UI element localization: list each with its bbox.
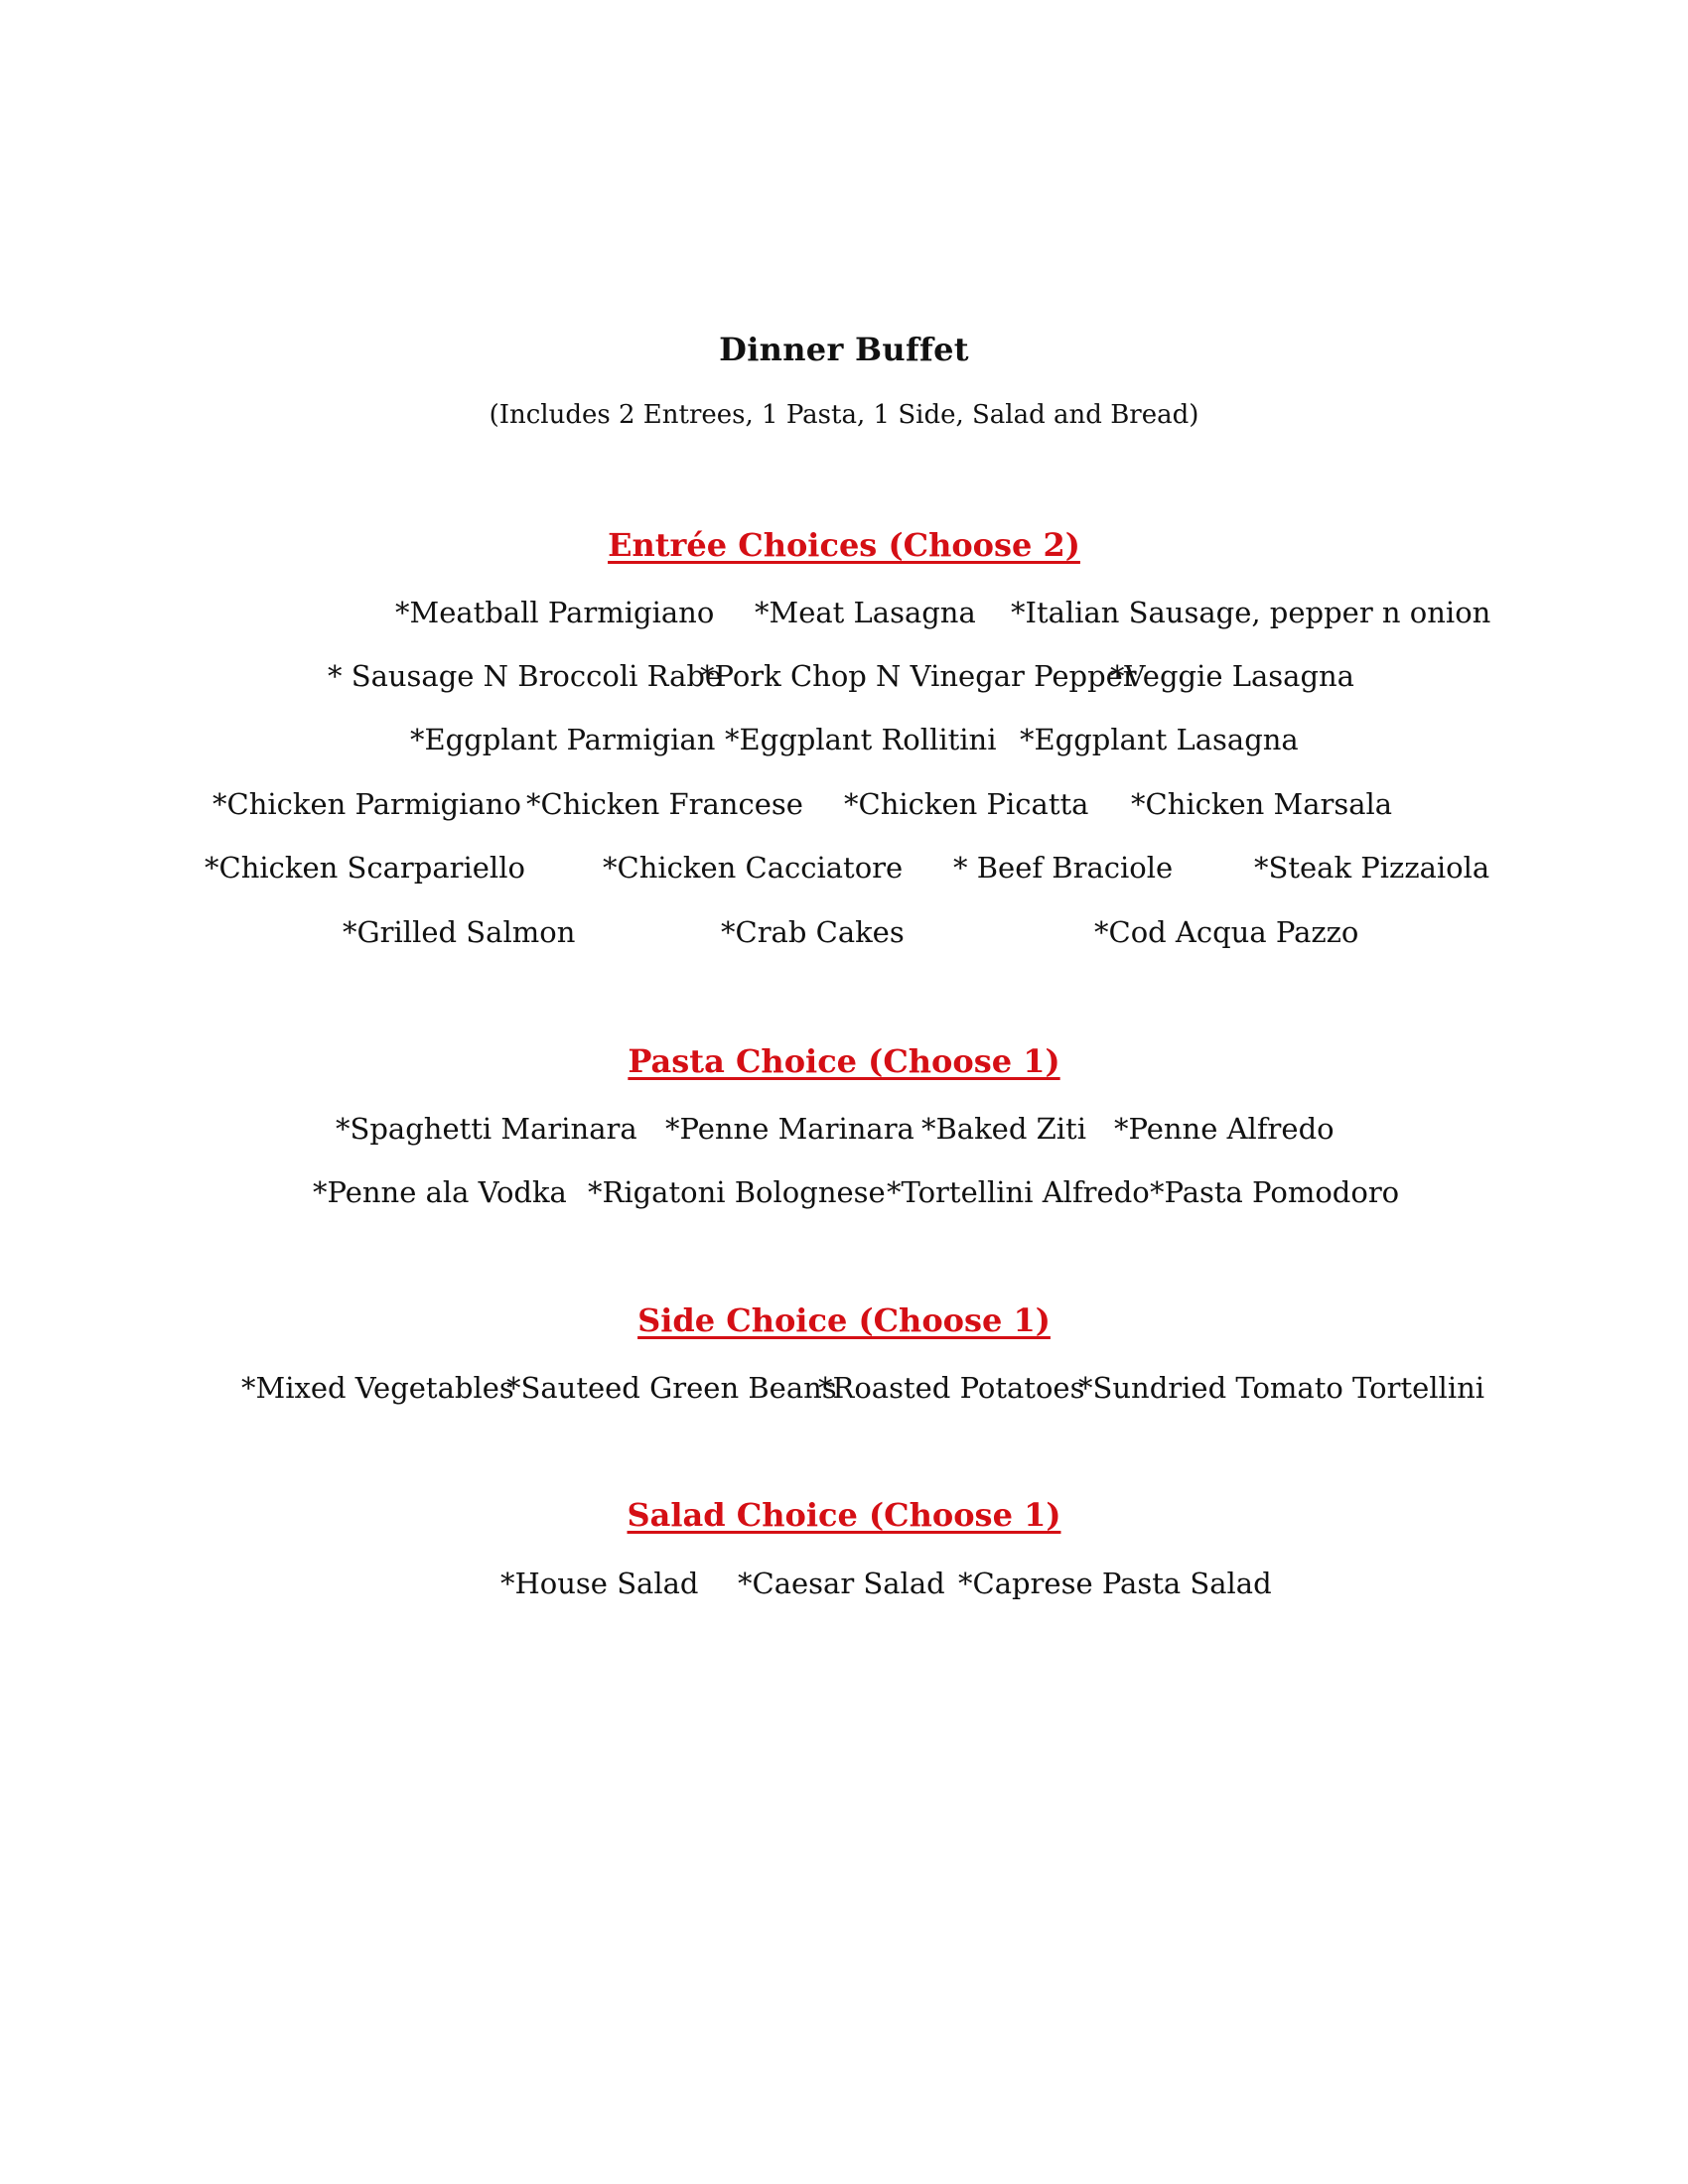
- side-item: *Sauteed Green Beans: [506, 1371, 837, 1405]
- pasta-item: *Spaghetti Marinara: [336, 1112, 637, 1146]
- entree-heading: Entrée Choices (Choose 2): [608, 526, 1080, 564]
- page-subtitle: (Includes 2 Entrees, 1 Pasta, 1 Side, Salad and Bread): [489, 400, 1199, 430]
- entree-item: *Meat Lasagna: [755, 596, 976, 629]
- side-heading: Side Choice (Choose 1): [637, 1301, 1051, 1339]
- entree-item: *Eggplant Parmigian: [410, 723, 716, 756]
- entree-item: *Chicken Marsala: [1131, 787, 1393, 821]
- entree-item: *Steak Pizzaiola: [1254, 851, 1490, 885]
- salad-heading: Salad Choice (Choose 1): [627, 1496, 1061, 1534]
- entree-item: *Meatball Parmigiano: [395, 596, 715, 629]
- entree-item: *Chicken Cacciatore: [603, 851, 904, 885]
- entree-item: *Chicken Picatta: [844, 787, 1089, 821]
- entree-item: *Grilled Salmon: [343, 915, 576, 949]
- entree-item: *Eggplant Rollitini: [725, 723, 997, 756]
- pasta-item: *Penne Alfredo: [1114, 1112, 1335, 1146]
- pasta-heading: Pasta Choice (Choose 1): [628, 1042, 1060, 1080]
- pasta-item: *Penne ala Vodka: [313, 1175, 567, 1209]
- entree-item: *Chicken Francese: [526, 787, 803, 821]
- salad-item: *House Salad: [500, 1567, 699, 1600]
- salad-item: *Caprese Pasta Salad: [958, 1567, 1272, 1600]
- entree-item: *Pork Chop N Vinegar Pepper: [700, 659, 1137, 693]
- side-item: *Mixed Vegetables: [241, 1371, 514, 1405]
- pasta-item: *Pasta Pomodoro: [1150, 1175, 1400, 1209]
- entree-item: *Chicken Scarpariello: [205, 851, 525, 885]
- pasta-item: *Tortellini Alfredo: [887, 1175, 1150, 1209]
- side-item: *Sundried Tomato Tortellini: [1078, 1371, 1485, 1405]
- salad-item: *Caesar Salad: [738, 1567, 945, 1600]
- pasta-item: *Baked Ziti: [921, 1112, 1086, 1146]
- entree-item: *Eggplant Lasagna: [1020, 723, 1299, 756]
- entree-item: *Italian Sausage, pepper n onion: [1011, 596, 1491, 629]
- side-item: *Roasted Potatoes: [818, 1371, 1085, 1405]
- pasta-item: *Penne Marinara: [665, 1112, 914, 1146]
- entree-item: *Chicken Parmigiano: [212, 787, 521, 821]
- entree-item: *Cod Acqua Pazzo: [1094, 915, 1359, 949]
- entree-item: *Veggie Lasagna: [1110, 659, 1354, 693]
- page-title: Dinner Buffet: [719, 331, 969, 368]
- entree-item: *Crab Cakes: [721, 915, 905, 949]
- pasta-item: *Rigatoni Bolognese: [588, 1175, 886, 1209]
- entree-item: * Beef Braciole: [953, 851, 1174, 885]
- entree-item: * Sausage N Broccoli Rabe: [328, 659, 723, 693]
